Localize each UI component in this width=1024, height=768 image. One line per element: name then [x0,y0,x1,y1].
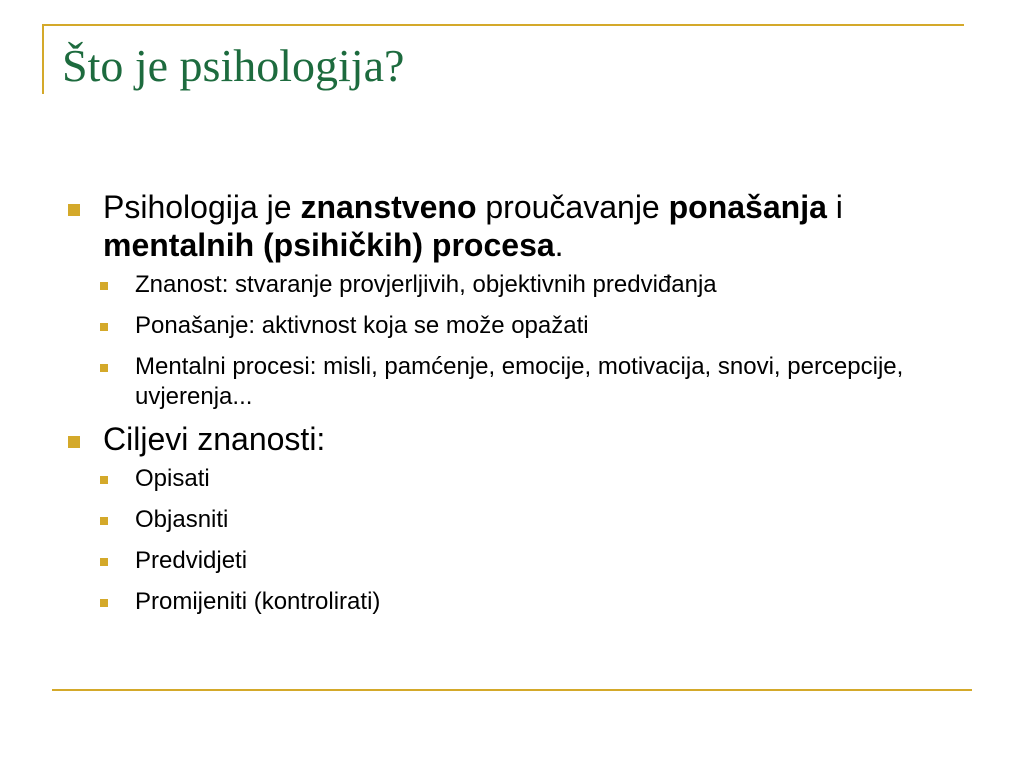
square-bullet-icon [100,558,108,566]
sub-bullet-list [60,464,960,617]
square-bullet-icon [100,364,108,372]
square-bullet-icon [100,282,108,290]
sub-bullet-item [60,270,960,300]
sub-bullet-list [60,270,960,412]
bullet-text [103,189,843,263]
bullet-item [60,188,960,412]
bullet-list [60,188,960,617]
sub-bullet-item [60,546,960,576]
slide-content [60,188,960,625]
bullet-text [103,421,325,457]
bullet-item [60,420,960,617]
bold-text-segment: ponašanja [668,189,827,225]
sub-bullet-item [60,352,960,412]
square-bullet-icon [68,436,80,448]
left-rule [42,24,44,94]
sub-bullet-item [60,587,960,617]
square-bullet-icon [100,517,108,525]
square-bullet-icon [68,204,80,216]
text-segment: . [554,227,564,263]
top-rule [42,24,964,26]
sub-bullet-text: Mentalni procesi: misli, pamćenje, emocije, motivacija, snovi, percepcije, uvjerenja... [135,353,904,410]
text-segment: proučavanje [476,189,669,225]
sub-bullet-text: Opisati [135,465,210,492]
sub-bullet-text: Znanost: stvaranje provjerljivih, objektivnih predviđanja [135,271,717,298]
bottom-rule [52,689,972,691]
sub-bullet-item [60,464,960,494]
sub-bullet-text: Predvidjeti [135,547,248,574]
sub-bullet-text: Ponašanje: aktivnost koja se može opažati [135,312,589,339]
text-segment: Psihologija je [103,189,301,225]
sub-bullet-text: Objasniti [135,506,229,533]
sub-bullet-text: Promijeniti (kontrolirati) [135,588,381,615]
sub-bullet-item [60,311,960,341]
bold-text-segment: znanstveno [300,189,477,225]
bold-text-segment: mentalnih (psihičkih) procesa [103,227,555,263]
square-bullet-icon [100,323,108,331]
sub-bullet-item [60,505,960,535]
text-segment: Ciljevi znanosti: [103,421,326,457]
slide-title: Što je psihologija? [62,40,405,91]
text-segment: i [826,189,843,225]
square-bullet-icon [100,599,108,607]
square-bullet-icon [100,476,108,484]
